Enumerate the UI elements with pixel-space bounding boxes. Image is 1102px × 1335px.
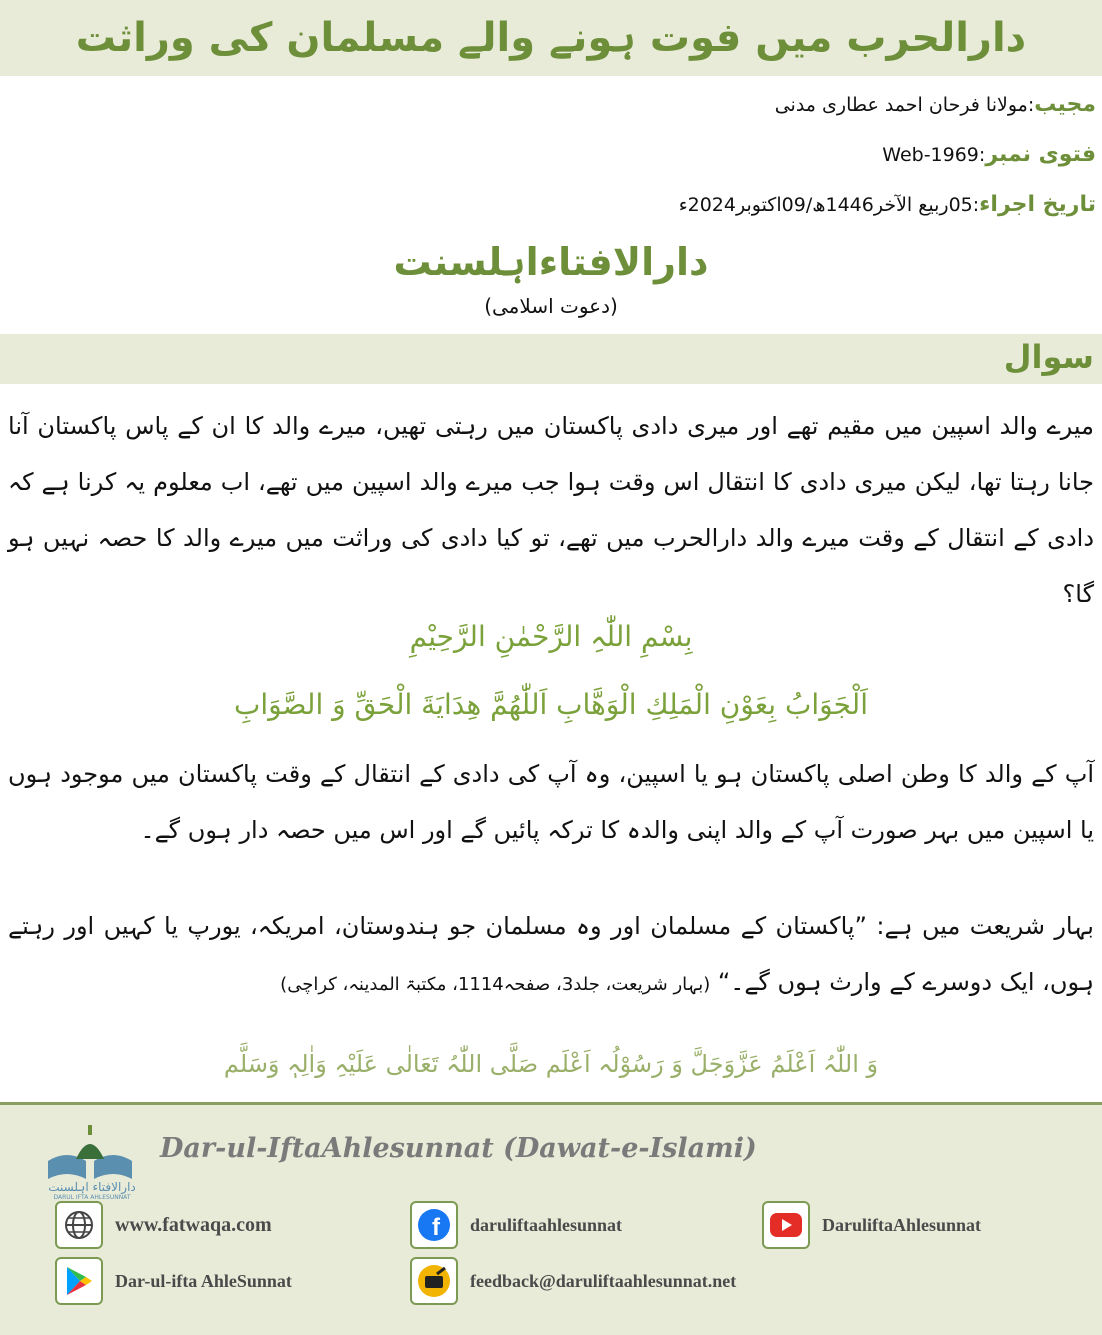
logo-text: دارالافتاء اہلسنت bbox=[48, 1180, 136, 1194]
website-link[interactable] bbox=[55, 1201, 272, 1249]
facebook-icon bbox=[410, 1201, 458, 1249]
fatwa-number-line bbox=[882, 142, 1096, 167]
facebook-link[interactable] bbox=[410, 1201, 622, 1249]
youtube-link[interactable] bbox=[762, 1201, 981, 1249]
question-heading-bar bbox=[0, 334, 1102, 384]
play-store-name: Dar-ul-ifta AhleSunnat bbox=[115, 1270, 292, 1291]
issue-date-label: تاریخ اجراء bbox=[979, 192, 1096, 217]
answer-paragraph-1: آپ کے والد کا وطن اصلی پاکستان ہو یا اسپین، وہ آپ کی دادی کے انتقال کے وقت پاکستان میں موجود ہوں یا اسپین میں بہر صورت آپ کے والد اپنی والدہ کا ترکہ پائیں گے اور اس میں حصہ دار ہوں گے۔ bbox=[8, 760, 1095, 844]
closing-dua: وَ اللّٰہُ اَعْلَمُ عَزَّوَجَلَّ وَ رَسُوْلُہ اَعْلَم صَلَّی اللّٰہُ تَعَالٰی عَلَیْہِ وَاٰلِہٖ وَسَلَّم bbox=[223, 1050, 879, 1078]
email-link[interactable] bbox=[410, 1257, 736, 1305]
youtube-icon bbox=[762, 1201, 810, 1249]
facebook-handle: daruliftaahlesunnat bbox=[470, 1214, 623, 1235]
org-name: دارالافتاءاہلسنت bbox=[393, 240, 709, 284]
youtube-handle: DaruliftaAhlesunnat bbox=[822, 1214, 982, 1235]
play-store-link[interactable] bbox=[55, 1257, 292, 1305]
globe-icon bbox=[55, 1201, 103, 1249]
website-url: www.fatwaqa.com bbox=[115, 1213, 272, 1236]
title-banner bbox=[0, 0, 1102, 76]
question-heading: سوال bbox=[1003, 338, 1094, 376]
answer-opening: اَلْجَوَابُ بِعَوْنِ الْمَلِكِ الْوَهَّابِ اَللّٰهُمَّ هِدَايَةَ الْحَقِّ وَ الصَّوَابِ bbox=[234, 688, 868, 721]
question-text: میرے والد اسپین میں مقیم تھے اور میری دادی پاکستان میں رہتی تھیں، میرے والد کا ان کے پاس پاکستان آنا جانا رہتا تھا، لیکن میری دادی کا انتقال اس وقت ہوا جب میرے والد اسپین میں تھے، اب معلوم یہ کرنا ہے کہ دادی کے انتقال کے وقت میرے والد دارالحرب میں تھے، تو کیا دادی کی وراثت میں میرے والد کا حصہ نہیں ہو گا؟ bbox=[8, 412, 1094, 608]
brand-logo bbox=[42, 1121, 142, 1199]
fatwa-number-label: فتوی نمبر bbox=[985, 142, 1096, 167]
footer bbox=[0, 1102, 1102, 1335]
issue-date-value: :05ربیع الآخر1446ھ/09اکتوبر2024ء bbox=[678, 194, 980, 216]
reference: (بہار شریعت، جلد3، صفحہ1114، مکتبۃ المدینہ، کراچی) bbox=[280, 974, 711, 995]
answer-paragraph-2 bbox=[8, 898, 1094, 1013]
fatwa-number-value: :Web-1969 bbox=[882, 144, 986, 166]
mujeeb-value: :مولانا فرحان احمد عطاری مدنی bbox=[774, 94, 1035, 116]
org-subtitle: (دعوت اسلامی) bbox=[484, 294, 618, 318]
svg-text:f: f bbox=[432, 1214, 440, 1241]
quotation: بہار شریعت میں ہے: ”پاکستان کے مسلمان اور وہ مسلمان جو ہندوستان، امریکہ، یورپ یا کہیں اور رہتے ہوں، ایک دوسرے کے وارث ہوں گے۔“ bbox=[8, 912, 1094, 996]
mujeeb-line bbox=[775, 92, 1096, 117]
feedback-email: feedback@daruliftaahlesunnat.net bbox=[470, 1270, 737, 1291]
page-title: دارالحرب میں فوت ہونے والے مسلمان کی وراثت bbox=[75, 15, 1027, 61]
feedback-icon bbox=[410, 1257, 458, 1305]
logo-caption: DARUL IFTA AHLESUNNAT bbox=[53, 1194, 131, 1199]
brand-name: Dar-ul-IftaAhlesunnat (Dawat-e-Islami) bbox=[160, 1133, 757, 1164]
play-store-icon bbox=[55, 1257, 103, 1305]
bismillah: بِسْمِ اللّٰہِ الرَّحْمٰنِ الرَّحِیْمِ bbox=[409, 620, 693, 653]
mujeeb-label: مجیب bbox=[1034, 92, 1096, 117]
issue-date-line bbox=[679, 192, 1096, 217]
